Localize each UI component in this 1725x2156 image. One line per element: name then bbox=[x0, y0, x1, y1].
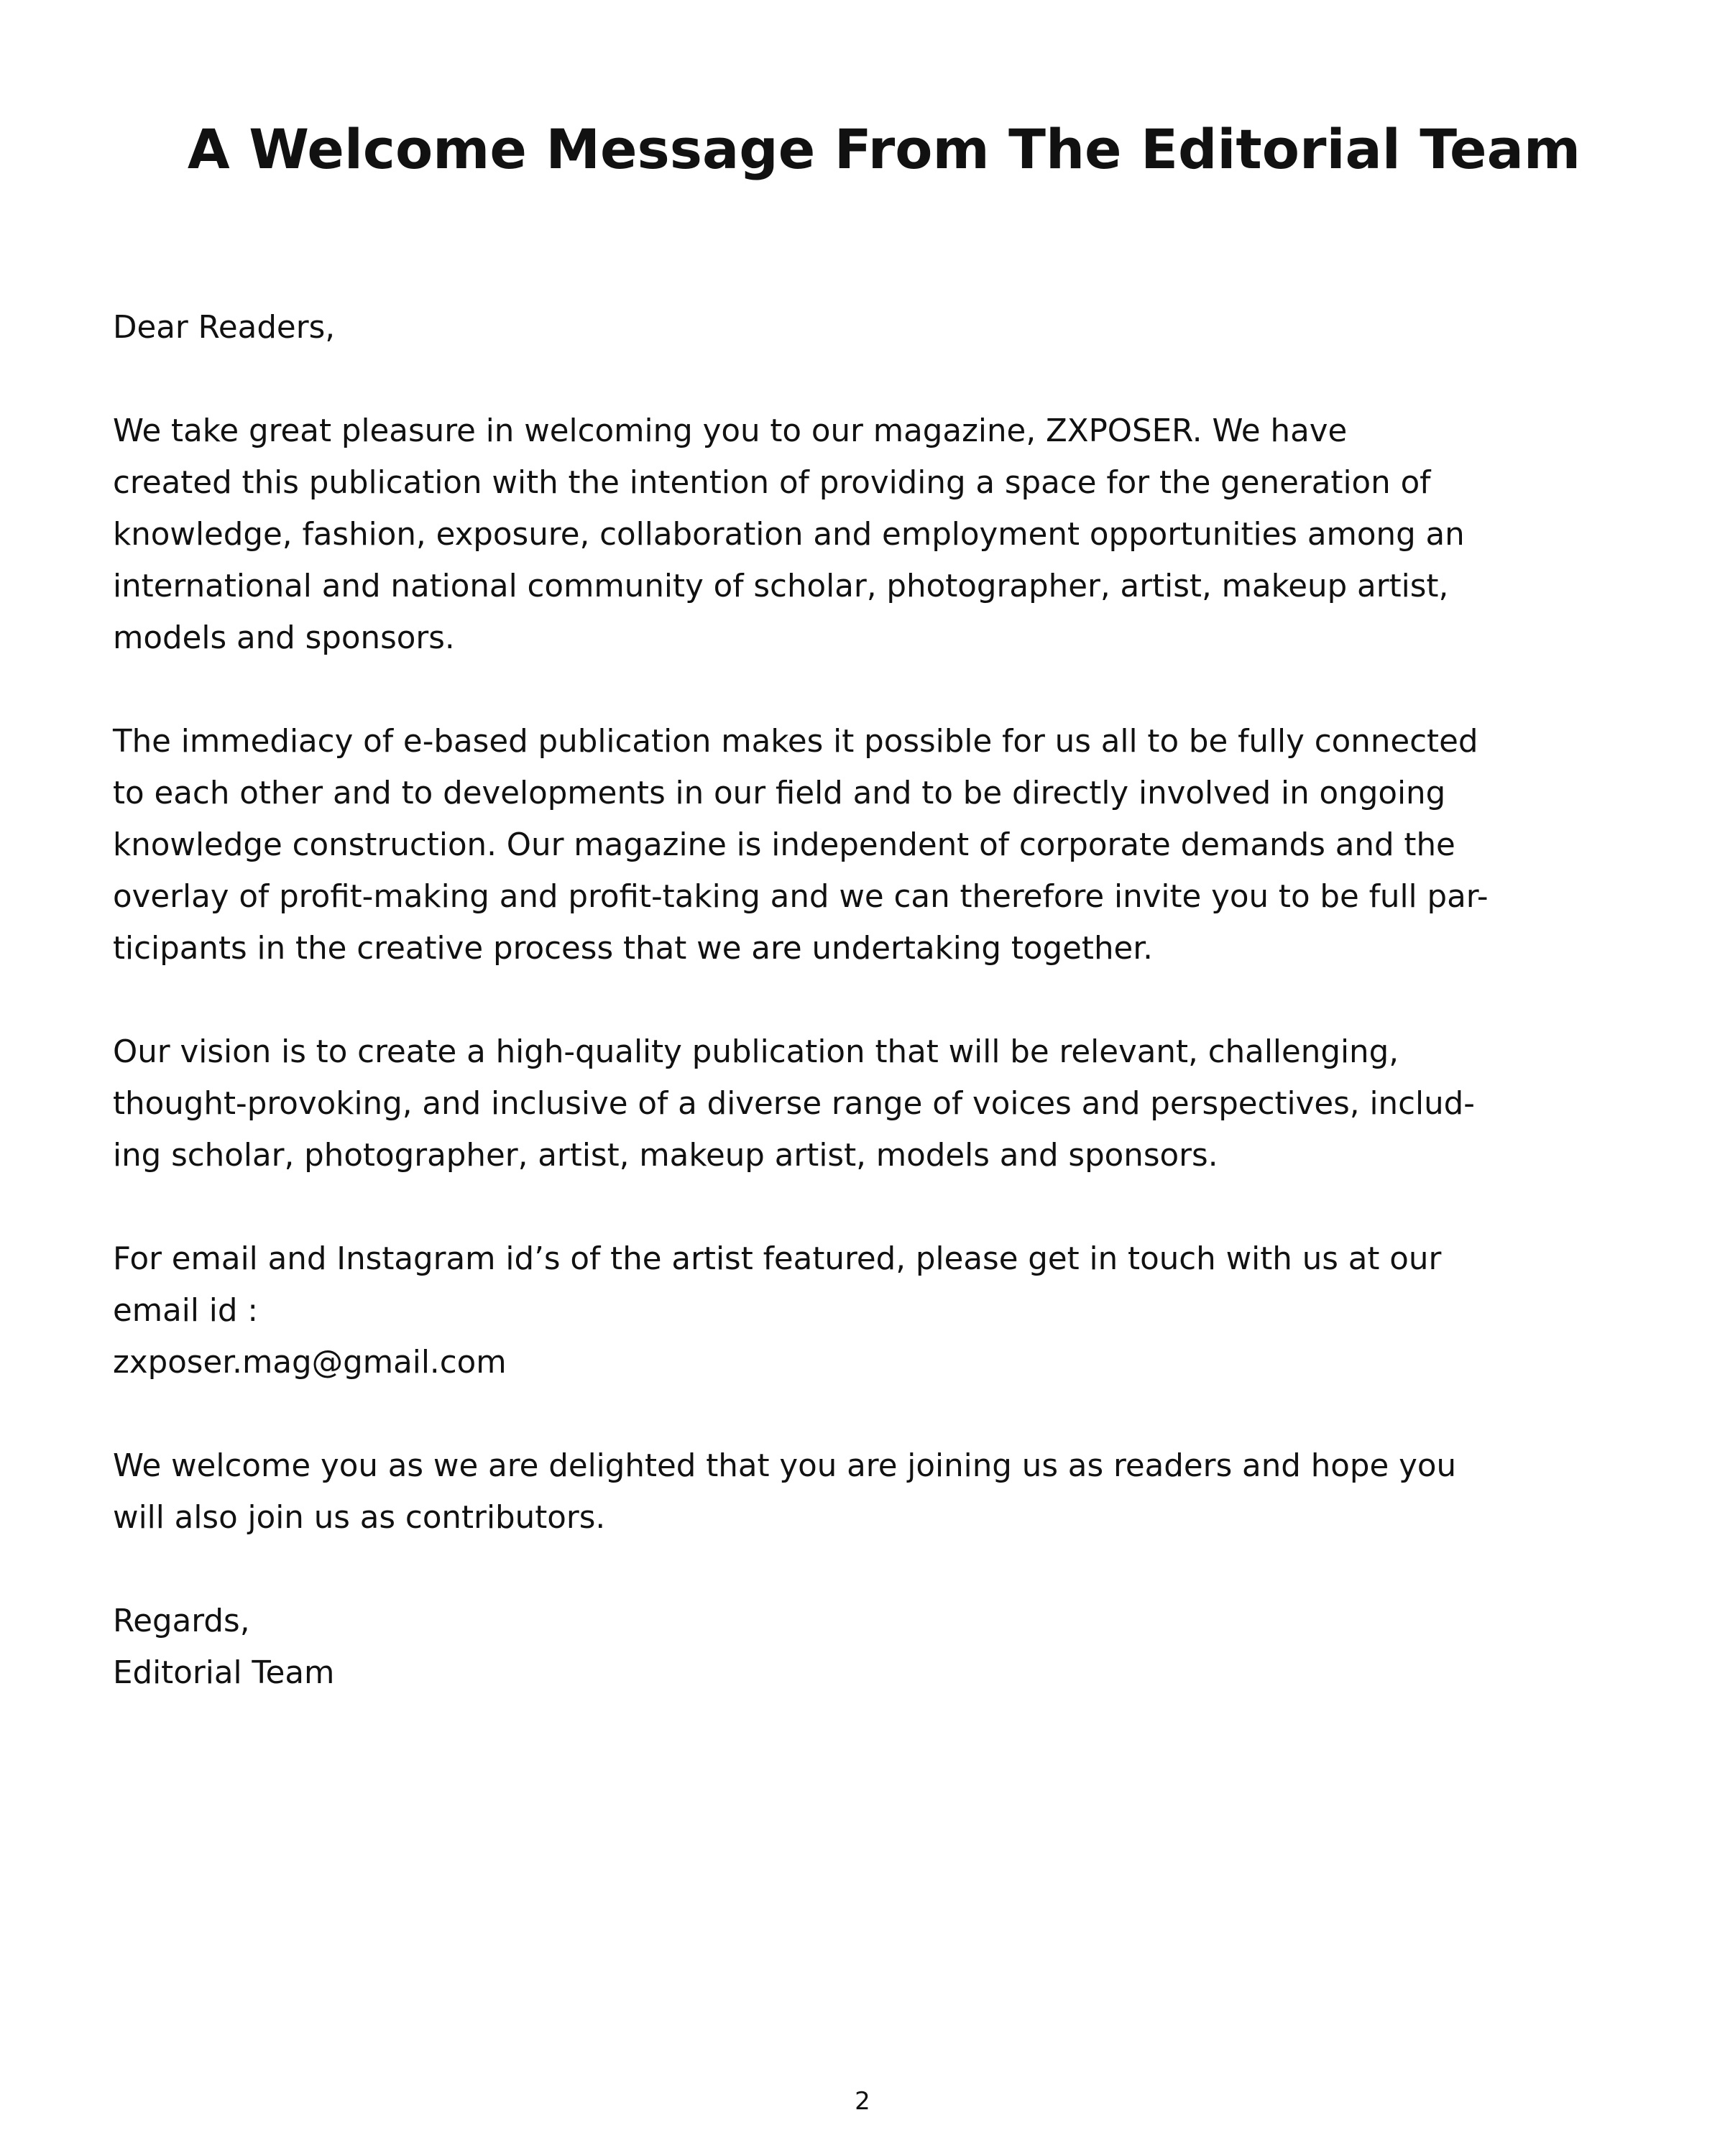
paragraph-vision bbox=[113, 1026, 1608, 1181]
paragraph-contact bbox=[113, 1233, 1608, 1388]
salutation: Dear Readers, bbox=[113, 310, 336, 346]
contact-email: zxposer.mag@gmail.com bbox=[113, 1345, 507, 1381]
paragraph-line: Our vision is to create a high-quality publication that will be relevant, challenging, bbox=[113, 1034, 1399, 1070]
paragraph-line: knowledge, fashion, exposure, collaboration and employment opportunities among an bbox=[113, 517, 1465, 553]
paragraph-line: thought-provoking, and inclusive of a diverse range of voices and perspectives, includ- bbox=[113, 1086, 1475, 1122]
paragraph-line: For email and Instagram id’s of the artist featured, please get in touch with us at our bbox=[113, 1241, 1442, 1277]
paragraph-line: email id : bbox=[113, 1293, 258, 1329]
paragraph-line: ing scholar, photographer, artist, makeup artist, models and sponsors. bbox=[113, 1138, 1218, 1174]
paragraph-line: ticipants in the creative process that we are undertaking together. bbox=[113, 931, 1154, 967]
paragraph-line: knowledge construction. Our magazine is independent of corporate demands and the bbox=[113, 827, 1455, 863]
paragraph-line: will also join us as contributors. bbox=[113, 1500, 606, 1536]
paragraph-line: models and sponsors. bbox=[113, 620, 455, 656]
paragraph-spacer bbox=[113, 1544, 1608, 1595]
paragraph-line: We take great pleasure in welcoming you to our magazine, ZXPOSER. We have bbox=[113, 413, 1348, 449]
paragraph-line: international and national community of scholar, photographer, artist, makeup artist, bbox=[113, 568, 1449, 604]
signature: Editorial Team bbox=[113, 1655, 335, 1691]
paragraph-line: We welcome you as we are delighted that you are joining us as readers and hope you bbox=[113, 1448, 1457, 1484]
letter-body bbox=[113, 302, 1608, 1699]
paragraph-welcome bbox=[113, 405, 1608, 664]
paragraph-spacer bbox=[113, 664, 1608, 716]
page-number: 2 bbox=[855, 2087, 870, 2116]
paragraph-spacer bbox=[113, 1181, 1608, 1233]
paragraph-spacer bbox=[113, 354, 1608, 405]
paragraph-line: overlay of profit-making and profit-taking and we can therefore invite you to be full par- bbox=[113, 879, 1489, 915]
paragraph-line: to each other and to developments in our field and to be directly involved in ongoing bbox=[113, 775, 1446, 811]
paragraph-spacer bbox=[113, 975, 1608, 1026]
closing: Regards, bbox=[113, 1603, 250, 1639]
paragraph-immediacy bbox=[113, 716, 1608, 975]
paragraph-line: The immediacy of e-based publication makes it possible for us all to be fully connected bbox=[113, 724, 1478, 760]
paragraph-spacer bbox=[113, 1388, 1608, 1440]
paragraph-line: created this publication with the intention of providing a space for the generation of bbox=[113, 465, 1431, 501]
page-title: A Welcome Message From The Editorial Team bbox=[187, 117, 1581, 181]
paragraph-closing-note bbox=[113, 1440, 1608, 1544]
